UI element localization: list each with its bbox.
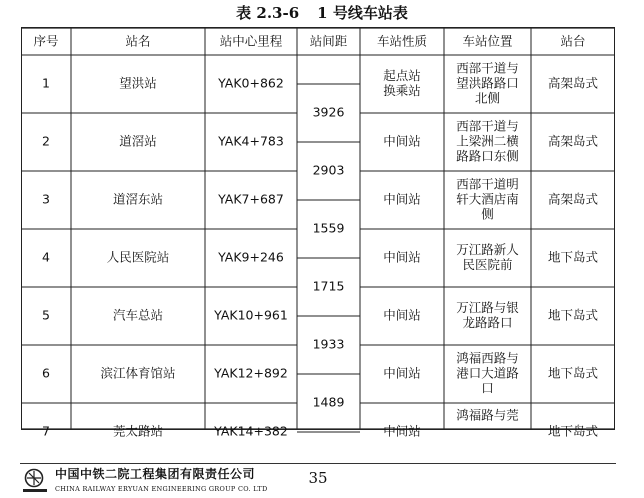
column-header: 站中心里程 xyxy=(219,33,283,49)
station-no: 5 xyxy=(42,307,50,323)
station-location: 北侧 xyxy=(474,90,501,106)
station-no: 4 xyxy=(42,249,50,265)
table-title xyxy=(0,0,644,26)
station-mileage: YAK9+246 xyxy=(218,249,284,265)
page-number: 35 xyxy=(308,469,328,487)
station-nature: 起点站 xyxy=(383,68,421,83)
station-name: 人民医院站 xyxy=(106,249,170,265)
station-name: 道滘站 xyxy=(119,133,157,149)
station-no: 3 xyxy=(42,191,50,207)
station-no: 1 xyxy=(42,75,50,91)
station-location: 望洪路路口 xyxy=(456,75,519,91)
station-spacing: 2903 xyxy=(312,162,345,178)
station-location: 上梁洲二横 xyxy=(456,133,519,149)
station-name: 莞太路站 xyxy=(112,423,164,439)
station-mileage: YAK7+687 xyxy=(218,191,284,207)
station-nature: 中间站 xyxy=(383,423,421,439)
station-location: 鸿福西路与 xyxy=(456,350,519,366)
column-header: 站台 xyxy=(560,33,586,49)
footer-rule xyxy=(20,463,616,464)
station-no: 7 xyxy=(42,423,50,439)
station-platform: 地下岛式 xyxy=(547,249,599,265)
station-spacing: 1715 xyxy=(312,278,345,294)
station-nature: 中间站 xyxy=(383,133,421,149)
station-platform: 地下岛式 xyxy=(547,307,599,323)
station-nature: 中间站 xyxy=(383,249,421,265)
station-mileage: YAK4+783 xyxy=(218,133,284,149)
station-location: 民医院前 xyxy=(462,257,513,272)
station-location: 轩大酒店南 xyxy=(456,191,519,207)
column-header: 站间距 xyxy=(309,33,348,49)
station-spacing: 1559 xyxy=(312,220,345,236)
column-header: 车站位置 xyxy=(462,33,513,49)
station-platform: 高架岛式 xyxy=(547,75,599,91)
station-no: 2 xyxy=(42,133,50,149)
station-platform: 高架岛式 xyxy=(547,191,599,207)
station-location: 万江路新人 xyxy=(456,242,519,257)
station-platform: 高架岛式 xyxy=(547,133,599,149)
station-location: 西部干道与 xyxy=(456,60,519,76)
station-spacing: 3926 xyxy=(312,104,345,120)
column-header: 车站性质 xyxy=(376,33,428,49)
station-location: 龙路路口 xyxy=(462,315,513,330)
station-mileage: YAK0+862 xyxy=(218,75,284,91)
station-no: 6 xyxy=(42,365,50,381)
station-location: 侧 xyxy=(481,206,494,222)
station-nature: 中间站 xyxy=(383,307,421,323)
station-spacing: 1933 xyxy=(312,336,345,352)
company-logo-icon xyxy=(21,467,51,495)
station-mileage: YAK14+382 xyxy=(214,423,288,439)
table-number: 表 2.3-6 xyxy=(236,4,300,22)
station-location: 万江路与银 xyxy=(456,300,519,315)
station-location: 路路口东侧 xyxy=(456,148,519,164)
station-name: 滨江体育馆站 xyxy=(100,365,176,381)
station-location: 西部干道明 xyxy=(456,176,519,192)
table-cells xyxy=(33,34,598,439)
station-location: 西部干道与 xyxy=(456,118,519,134)
station-platform: 地下岛式 xyxy=(547,423,599,439)
station-nature: 换乘站 xyxy=(383,83,421,98)
station-nature: 中间站 xyxy=(383,191,421,207)
column-header: 序号 xyxy=(33,33,59,49)
table-name: 1 号线车站表 xyxy=(317,4,408,22)
station-mileage: YAK12+892 xyxy=(214,365,288,381)
station-name: 望洪站 xyxy=(119,75,157,91)
column-header: 站名 xyxy=(125,33,151,49)
company-name-en: CHINA RAILWAY ERYUAN ENGINEERING GROUP CO. LTD xyxy=(55,485,268,493)
station-spacing: 1489 xyxy=(312,394,345,410)
station-table xyxy=(21,27,615,439)
station-nature: 中间站 xyxy=(383,365,421,381)
station-mileage: YAK10+961 xyxy=(214,307,288,323)
station-location: 鸿福路与莞 xyxy=(456,407,519,423)
station-name: 道滘东站 xyxy=(112,191,164,207)
station-location: 港口大道路 xyxy=(456,365,519,381)
station-name: 汽车总站 xyxy=(112,307,164,323)
station-platform: 地下岛式 xyxy=(547,365,599,381)
station-location: 口 xyxy=(481,380,494,396)
company-name-cn: 中国中铁二院工程集团有限责任公司 xyxy=(55,467,256,481)
